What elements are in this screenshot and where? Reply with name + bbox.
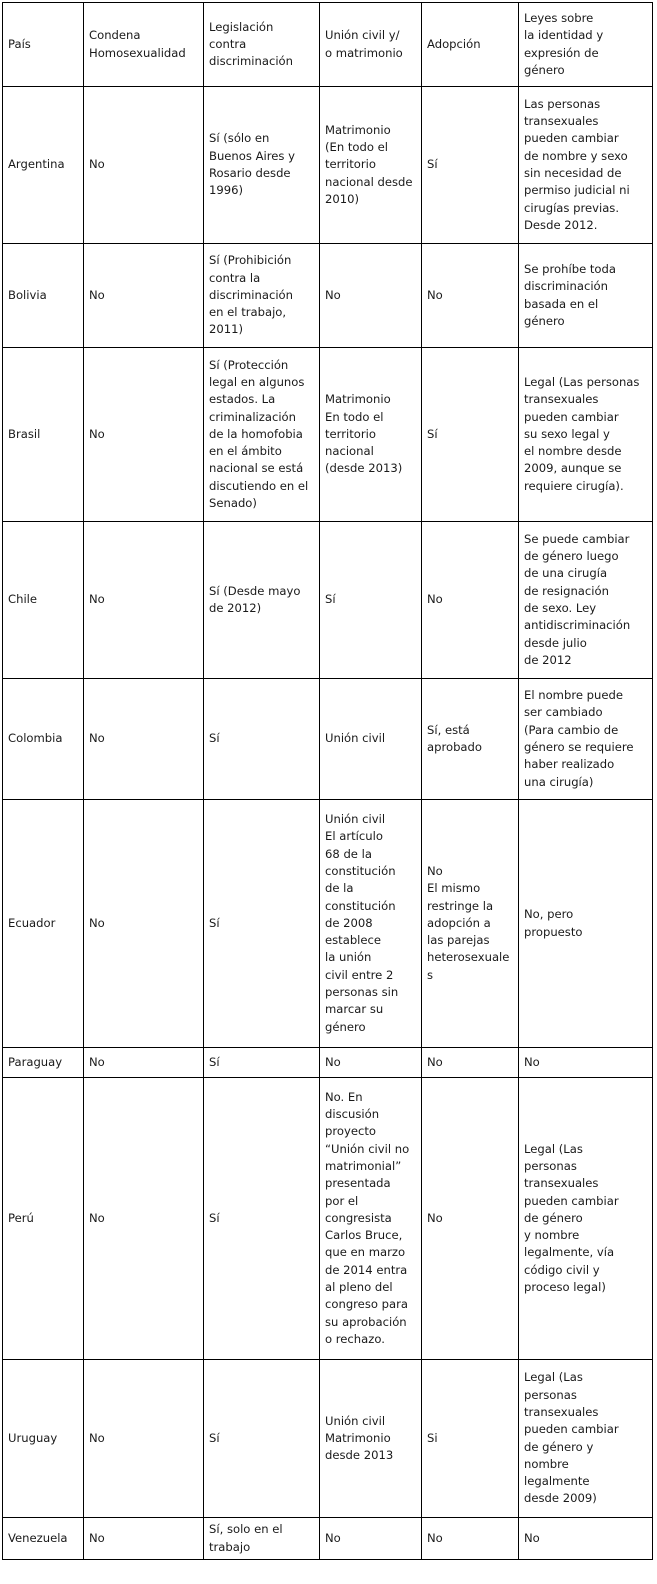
identidad-cell: Legal (Las personas transexuales pueden cambiar de género y nombre legalmente, vía código civil y proceso legal) [519,1078,653,1360]
header-legislacion: Legislación contra discriminación [204,3,320,87]
condena-cell: No [84,800,204,1048]
condena-cell: No [84,522,204,679]
condena-cell: No [84,1078,204,1360]
condena-cell: No [84,1048,204,1078]
legislacion-cell: Sí (Desde mayo de 2012) [204,522,320,679]
legislacion-cell: Sí [204,800,320,1048]
union-cell: Unión civil [320,679,422,800]
header-condena: Condena Homosexualidad [84,3,204,87]
country-cell: Argentina [3,87,84,244]
identidad-cell: El nombre puede ser cambiado (Para cambio de género se requiere haber realizado una cirugía) [519,679,653,800]
adopcion-cell: No [422,244,519,348]
identidad-cell: No, pero propuesto [519,800,653,1048]
condena-cell: No [84,1518,204,1560]
table-row [3,1518,653,1560]
condena-cell: No [84,1360,204,1518]
union-cell: Matrimonio (En todo el territorio nacional desde 2010) [320,87,422,244]
country-cell: Bolivia [3,244,84,348]
header-union-civil: Unión civil y/ o matrimonio [320,3,422,87]
adopcion-cell: Si [422,1360,519,1518]
union-cell: No. En discusión proyecto “Unión civil no matrimonial” presentada por el congresista Carlos Bruce, que en marzo de 2014 entra al pleno del congreso para su aprobación o rechazo. [320,1078,422,1360]
table-row [3,800,653,1048]
header-row [3,3,653,87]
header-adopcion: Adopción [422,3,519,87]
adopcion-cell: Sí, está aprobado [422,679,519,800]
country-cell: Ecuador [3,800,84,1048]
identidad-cell: Se puede cambiar de género luego de una cirugía de resignación de sexo. Ley antidiscriminación desde julio de 2012 [519,522,653,679]
union-cell: Unión civil El artículo 68 de la constitución de la constitución de 2008 establece la unión civil entre 2 personas sin marcar su género [320,800,422,1048]
legislacion-cell: Sí (Prohibición contra la discriminación en el trabajo, 2011) [204,244,320,348]
identidad-cell: No [519,1518,653,1560]
identidad-cell: No [519,1048,653,1078]
union-cell: Unión civil Matrimonio desde 2013 [320,1360,422,1518]
table-row [3,1048,653,1078]
table-row [3,1360,653,1518]
union-cell: No [320,244,422,348]
adopcion-cell: No El mismo restringe la adopción a las parejas heterosexuales [422,800,519,1048]
condena-cell: No [84,679,204,800]
union-cell: No [320,1048,422,1078]
legislacion-cell: Sí, solo en el trabajo [204,1518,320,1560]
adopcion-cell: No [422,1078,519,1360]
country-cell: Venezuela [3,1518,84,1560]
country-cell: Uruguay [3,1360,84,1518]
identidad-cell: Legal (Las personas transexuales pueden cambiar de género y nombre legalmente desde 2009) [519,1360,653,1518]
country-cell: Paraguay [3,1048,84,1078]
condena-cell: No [84,87,204,244]
legislacion-cell: Sí [204,679,320,800]
legislacion-cell: Sí (Protección legal en algunos estados. La criminalización de la homofobia en el ámbito nacional se está discutiendo en el Senado) [204,348,320,522]
table-row [3,87,653,244]
identidad-cell: Las personas transexuales pueden cambiar de nombre y sexo sin necesidad de permiso judicial ni cirugías previas. Desde 2012. [519,87,653,244]
adopcion-cell: Sí [422,87,519,244]
condena-cell: No [84,348,204,522]
union-cell: No [320,1518,422,1560]
country-cell: Brasil [3,348,84,522]
adopcion-cell: Sí [422,348,519,522]
lgbt-rights-table [2,2,653,1560]
header-pais: País [3,3,84,87]
country-cell: Chile [3,522,84,679]
adopcion-cell: No [422,1518,519,1560]
table-row [3,679,653,800]
country-cell: Perú [3,1078,84,1360]
legislacion-cell: Sí [204,1078,320,1360]
identidad-cell: Se prohíbe toda discriminación basada en el género [519,244,653,348]
identidad-cell: Legal (Las personas transexuales pueden cambiar su sexo legal y el nombre desde 2009, aunque se requiere cirugía). [519,348,653,522]
legislacion-cell: Sí [204,1048,320,1078]
header-identidad-genero: Leyes sobre la identidad y expresión de género [519,3,653,87]
country-cell: Colombia [3,679,84,800]
legislacion-cell: Sí [204,1360,320,1518]
union-cell: Sí [320,522,422,679]
table-row [3,1078,653,1360]
table-row [3,348,653,522]
adopcion-cell: No [422,1048,519,1078]
table-row [3,522,653,679]
legislacion-cell: Sí (sólo en Buenos Aires y Rosario desde 1996) [204,87,320,244]
union-cell: Matrimonio En todo el territorio nacional (desde 2013) [320,348,422,522]
adopcion-cell: No [422,522,519,679]
condena-cell: No [84,244,204,348]
table-row [3,244,653,348]
